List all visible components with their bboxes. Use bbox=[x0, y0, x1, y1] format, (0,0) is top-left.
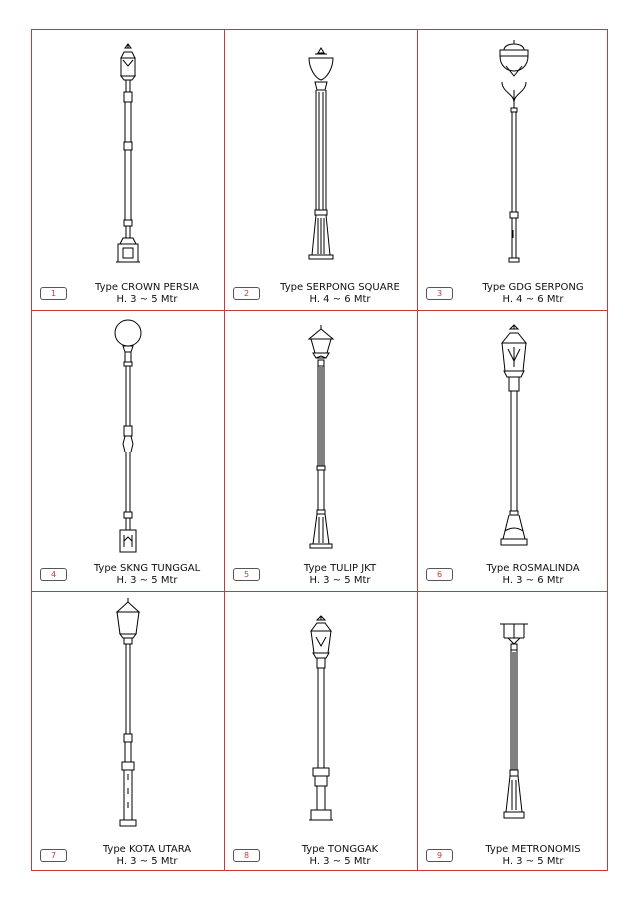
lamp-caption bbox=[460, 844, 606, 868]
lamp-height-range: H. 4 ~ 6 Mtr bbox=[502, 294, 564, 305]
lamp-type-name: Type SERPONG SQUARE bbox=[280, 282, 400, 293]
lamp-card-9 bbox=[418, 592, 610, 872]
rosmalinda-lamp-icon bbox=[418, 311, 610, 555]
lamp-caption bbox=[267, 563, 413, 587]
type-number-badge: 9 bbox=[426, 849, 453, 862]
type-number-badge: 5 bbox=[233, 568, 260, 581]
lamp-type-name: Type METRONOMIS bbox=[485, 844, 581, 855]
lamp-height-range: H. 3 ~ 5 Mtr bbox=[116, 294, 178, 305]
lamp-card-6 bbox=[418, 311, 610, 591]
catalog-sheet bbox=[31, 29, 608, 871]
gdg-serpong-lamp-icon bbox=[418, 30, 610, 274]
lamp-height-range: H. 3 ~ 6 Mtr bbox=[502, 575, 564, 586]
lamp-card-7 bbox=[32, 592, 224, 872]
kota-utara-lamp-icon bbox=[32, 592, 224, 836]
crown-persia-lamp-icon bbox=[32, 30, 224, 274]
tulip-jkt-lamp-icon bbox=[225, 311, 417, 555]
lamp-height-range: H. 4 ~ 6 Mtr bbox=[309, 294, 371, 305]
type-number-badge: 3 bbox=[426, 287, 453, 300]
lamp-caption bbox=[460, 282, 606, 306]
lamp-caption bbox=[74, 282, 220, 306]
lamp-caption bbox=[74, 563, 220, 587]
lamp-type-name: Type GDG SERPONG bbox=[482, 282, 584, 293]
type-number-badge: 2 bbox=[233, 287, 260, 300]
metronomis-lamp-icon bbox=[418, 592, 610, 836]
lamp-type-name: Type ROSMALINDA bbox=[486, 563, 580, 574]
type-number-badge: 6 bbox=[426, 568, 453, 581]
lamp-type-name: Type KOTA UTARA bbox=[102, 844, 192, 855]
lamp-height-range: H. 3 ~ 5 Mtr bbox=[309, 856, 371, 867]
lamp-card-3 bbox=[418, 30, 610, 310]
type-number-badge: 1 bbox=[40, 287, 67, 300]
lamp-caption bbox=[267, 282, 413, 306]
type-number-badge: 4 bbox=[40, 568, 67, 581]
skng-tunggal-lamp-icon bbox=[32, 311, 224, 555]
lamp-type-name: Type TONGGAK bbox=[301, 844, 379, 855]
serpong-square-lamp-icon bbox=[225, 30, 417, 274]
lamp-type-name: Type TULIP JKT bbox=[303, 563, 377, 574]
lamp-caption bbox=[460, 563, 606, 587]
type-number-badge: 8 bbox=[233, 849, 260, 862]
type-number-badge: 7 bbox=[40, 849, 67, 862]
lamp-caption bbox=[267, 844, 413, 868]
lamp-type-name: Type SKNG TUNGGAL bbox=[93, 563, 201, 574]
lamp-caption bbox=[74, 844, 220, 868]
lamp-height-range: H. 3 ~ 5 Mtr bbox=[116, 856, 178, 867]
lamp-card-8 bbox=[225, 592, 417, 872]
lamp-card-1 bbox=[32, 30, 224, 310]
lamp-type-name: Type CROWN PERSIA bbox=[95, 282, 199, 293]
lamp-card-2 bbox=[225, 30, 417, 310]
lamp-height-range: H. 3 ~ 5 Mtr bbox=[116, 575, 178, 586]
lamp-height-range: H. 3 ~ 5 Mtr bbox=[309, 575, 371, 586]
lamp-card-4 bbox=[32, 311, 224, 591]
tonggak-lamp-icon bbox=[225, 592, 417, 836]
lamp-card-5 bbox=[225, 311, 417, 591]
lamp-height-range: H. 3 ~ 5 Mtr bbox=[502, 856, 564, 867]
